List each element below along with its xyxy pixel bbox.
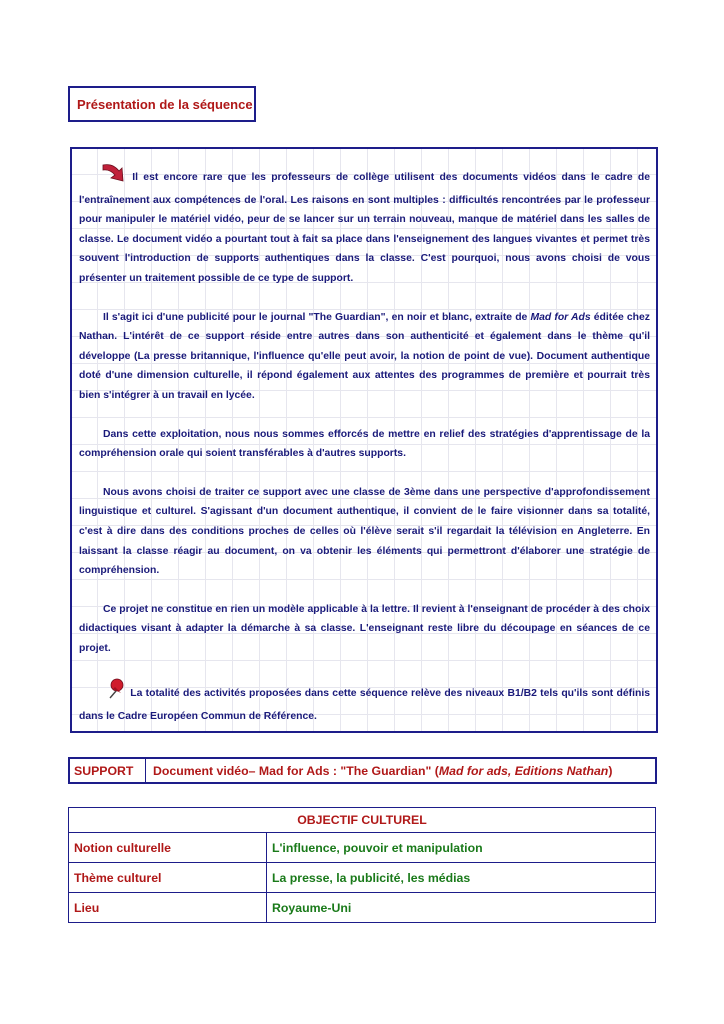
row-value: La presse, la publicité, les médias — [267, 863, 656, 893]
table-row — [69, 893, 656, 923]
row-label: Lieu — [69, 893, 267, 923]
objective-heading: OBJECTIF CULTUREL — [69, 808, 656, 833]
intro-paragraph-4: Nous avons choisi de traiter ce support avec une classe de 3ème dans une perspective d'approfondissement linguistique et culturel. S'agissant d'un document authentique, il convient de le faire visionner dans sa totalité, c'est à dire dans des conditions proches de celles où l'élève serait s'il regardait la télévision en Angleterre. En laissant la classe réagir au document, on va obtenir les éléments qui permettront d'élaborer une stratégie de compréhension. — [79, 486, 650, 577]
book-title: Mad for Ads — [530, 311, 591, 323]
section-title: Présentation de la séquence — [68, 86, 256, 122]
support-label: SUPPORT — [70, 759, 146, 782]
intro-paragraph-5: Ce projet ne constitue en rien un modèle applicable à la lettre. Il revient à l'enseignant de procéder à des choix didactiques visant à adapter la démarche à sa classe. L'enseignant reste libre du découpage en séances de ce projet. — [79, 603, 650, 654]
intro-paragraph-3: Dans cette exploitation, nous nous sommes efforcés de mettre en relief des stratégies d'apprentissage de la compréhension orale qui soient transférables à d'autres supports. — [79, 428, 650, 460]
pointing-arrow-icon — [79, 161, 127, 191]
row-value: L'influence, pouvoir et manipulation — [267, 833, 656, 863]
row-value: Royaume-Uni — [267, 893, 656, 923]
intro-text-box — [70, 147, 658, 733]
table-row — [69, 833, 656, 863]
row-label: Notion culturelle — [69, 833, 267, 863]
support-value: Document vidéo– Mad for Ads : "The Guardian" (Mad for ads, Editions Nathan) — [153, 763, 613, 778]
intro-paragraph-6: La totalité des activités proposées dans cette séquence relève des niveaux B1/B2 tels qu'ils sont définis dans le Cadre Européen Commun de Référence. — [79, 677, 650, 726]
intro-paragraph-1: Il est encore rare que les professeurs de collège utilisent des documents vidéos dans le cadre de l'entraînement aux compétences de l'oral. Les raisons en sont multiples : difficultés rencontrées par le professeur pour manipuler le matériel vidéo, peur de se lancer sur un terrain nouveau, manque de matériel dans les salles de classe. Le document vidéo a pourtant tout à fait sa place dans l'enseignement des langues vivantes et permet très souvent l'introduction de supports authentiques dans la classe. C'est pourquoi, nous avons choisi de vous présenter un traitement possible de ce type de support. — [79, 161, 650, 289]
row-label: Thème culturel — [69, 863, 267, 893]
support-box — [68, 757, 657, 784]
objective-heading-row — [69, 808, 656, 833]
table-row — [69, 863, 656, 893]
pushpin-icon — [79, 677, 127, 707]
objective-table — [68, 807, 656, 923]
intro-paragraph-2: Il s'agit ici d'une publicité pour le journal "The Guardian", en noir et blanc, extraite de Mad for Ads éditée chez Nathan. L'intérêt de ce support réside entre autres dans son authenticité et également dans le thème qu'il développe (La presse britannique, l'influence qu'elle peut avoir, la notion de point de vue). Document authentique doté d'une dimension culturelle, il répond également aux attentes des programmes de première et pourrait très bien s'intégrer à un travail en lycée. — [79, 311, 650, 401]
